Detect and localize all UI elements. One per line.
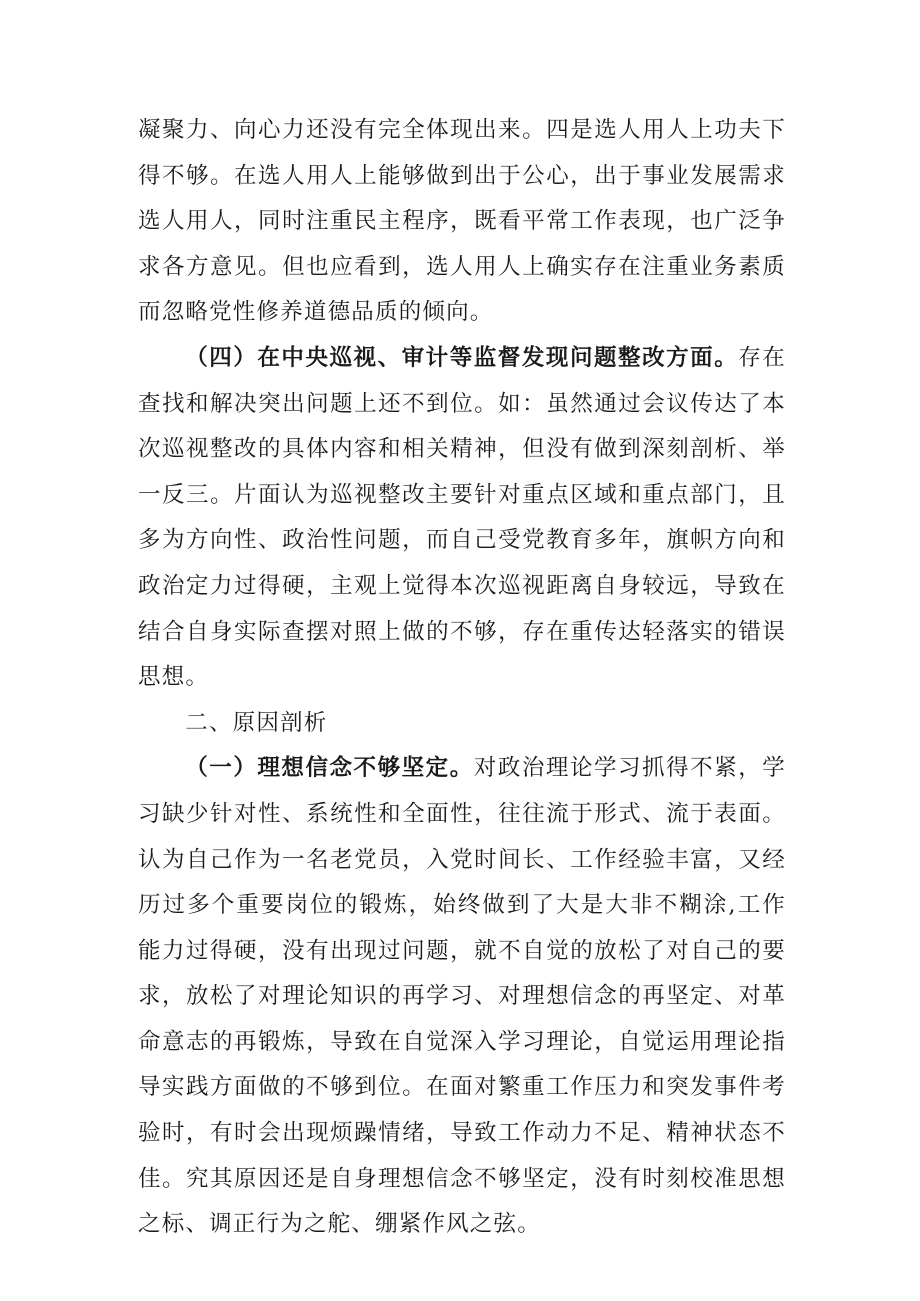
paragraph-continuation <box>138 108 786 336</box>
document-body <box>138 108 786 1248</box>
paragraph-text: 凝聚力、向心力还没有完全体现出来。四是选人用人上功夫下得不够。在选人用人上能够做到出于公心，出于事业发展需求选人用人，同时注重民主程序，既看平常工作表现，也广泛争求各方意见。但也应看到，选人用人上确实存在注重业务素质而忽略党性修养道德品质的倾向。 <box>138 117 786 326</box>
section-title-text: 二、原因剖析 <box>185 709 328 736</box>
section-title-cause-analysis <box>138 701 786 747</box>
paragraph-text: 存在查找和解决突出问题上还不到位。如：虽然通过会议传达了本次巡视整改的具体内容和相关精神，但没有做到深刻剖析、举一反三。片面认为巡视整改主要针对重点区域和重点部门，且多为方向性、政治性问题，而自己受党教育多年，旗帜方向和政治定力过得硬，主观上觉得本次巡视距离自身较远，导致在结合自身实际查摆对照上做的不够，存在重传达轻落实的错误思想。 <box>138 344 786 691</box>
section-heading: （四）在中央巡视、审计等监督发现问题整改方面。 <box>185 344 739 371</box>
paragraph-text: 对政治理论学习抓得不紧，学习缺少针对性、系统性和全面性，往往流于形式、流于表面。认为自己作为一名老党员，入党时间长、工作经验丰富，又经历过多个重要岗位的锻炼，始终做到了大是大非不糊涂,工作能力过得硬，没有出现过问题，就不自觉的放松了对自己的要求，放松了对理论知识的再学习、对理想信念的再坚定、对革命意志的再锻炼，导致在自觉深入学习理论，自觉运用理论指导实践方面做的不够到位。在面对繁重工作压力和突发事件考验时，有时会出现烦躁情绪，导致工作动力不足、精神状态不佳。究其原因还是自身理想信念不够坚定，没有时刻校准思想之标、调正行为之舵、绷紧作风之弦。 <box>138 755 786 1238</box>
paragraph-section-four <box>138 336 786 701</box>
paragraph-cause-one <box>138 746 786 1248</box>
section-heading: （一）理想信念不够坚定。 <box>185 755 474 782</box>
